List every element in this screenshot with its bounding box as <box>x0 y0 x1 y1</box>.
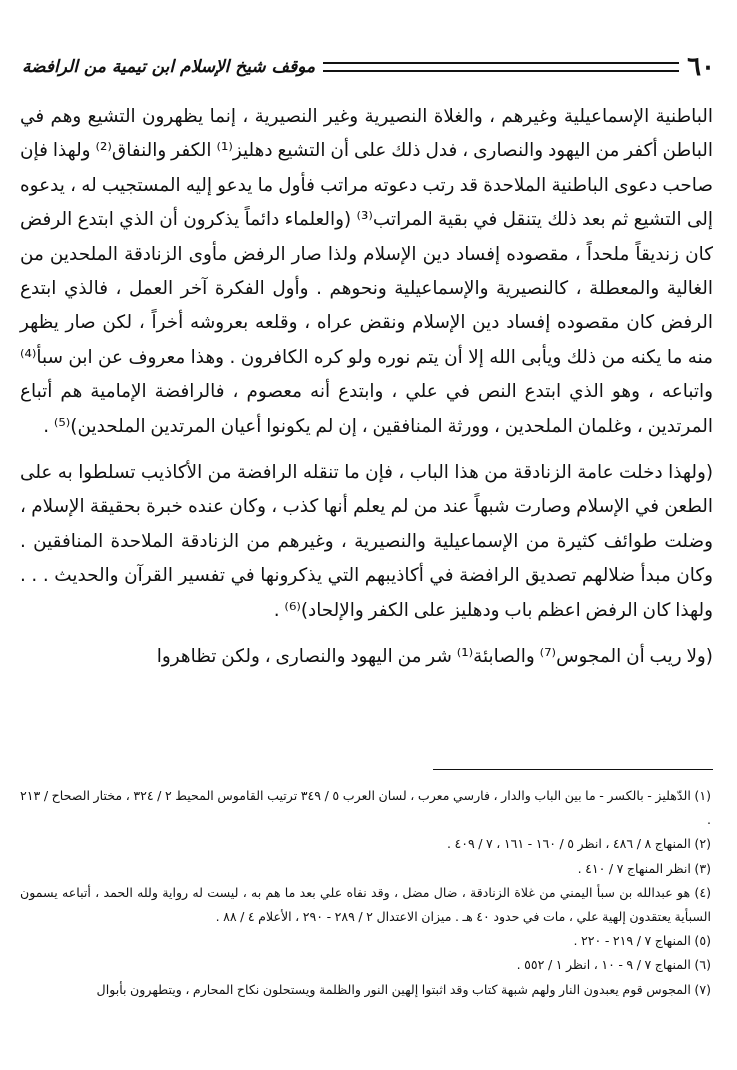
footnote: (٧) المجوس قوم يعبدون النار ولهم شبهة كتاب وقد اثبتوا إلهين النور والظلمة ويستحلون نكاح المحارم ، ويتطهرون بأبوال <box>96 981 711 997</box>
running-title: موقف شيخ الإسلام ابن تيمية من الرافضة <box>22 57 316 77</box>
page-number: ٦٠ <box>687 52 715 82</box>
footnote: (٥) المنهاج ٧ / ٢١٩ - ٢٢٠ . <box>573 933 711 949</box>
main-text <box>20 100 713 675</box>
footnote-separator <box>433 769 713 770</box>
footnote: (٤) هو عبدالله بن سبأ اليمني من غلاة الزنادقة ، ضال مضل ، وقد نفاه علي بعد ما هم به ، ليست له رواية ولله الحمد ، أتباعه يسمون السبأية يعتقدون إلهية علي ، مات في حدود ٤٠ هـ . ميزان الاعتدال ٢ / ٢٨٩ - ٢٩٠ ، الأعلام ٤ / ٨٨ . <box>20 884 711 925</box>
footnote: (٢) المنهاج ٨ / ٤٨٦ ، انظر ٥ / ١٦٠ - ١٦١ ، ٧ / ٤٠٩ . <box>446 836 711 852</box>
footnote: (٦) المنهاج ٧ / ٩ - ١٠ ، انظر ١ / ٥٥٢ . <box>516 957 711 973</box>
paragraph: (ولا ريب أن المجوس⁽⁷⁾ والصابئة⁽¹⁾ شر من اليهود والنصارى ، ولكن تظاهروا <box>156 646 713 668</box>
page-header <box>22 54 715 80</box>
footnote: (٣) انظر المنهاج ٧ / ٤١٠ . <box>577 860 711 876</box>
paragraph: الباطنية الإسماعيلية وغيرهم ، والغلاة النصيرية وغير النصيرية ، إنما يظهرون التشيع وهم في الباطن أكفر من اليهود والنصارى ، فدل ذلك على أن التشيع دهليز⁽¹⁾ الكفر والنفاق⁽²⁾ ولهذا فإن صاحب دعوى الباطنية الملاحدة قد رتب دعوته مراتب فأول ما يدعو إليه المستجيب له ، يدعوه إلى التشيع ثم بعد ذلك يتنقل في بقية المراتب⁽³⁾ (والعلماء دائماً يذكرون أن الذي ابتدع الرفض كان زنديقاً ملحداً ، مقصوده إفساد دين الإسلام ولذا صار الرفض مأوى الزنادقة الملحدين من الغالية والمعطلة ، كالنصيرية والإسماعيلية ونحوهم . وأول الفكرة آخر العمل ، فالذي ابتدع الرفض كان مقصوده إفساد دين الإسلام ونقض عراه ، وقلعه بعروشه أخراً ، لكن صار يظهر منه ما يكنه من ذلك ويأبى الله إلا أن يتم نوره ولو كره الكافرون . وهذا معروف عن ابن سبأ⁽⁴⁾ واتباعه ، وهو الذي ابتدع النص في علي ، وابتدع أنه معصوم ، فالرافضة الإمامية هم أتباع المرتدين ، وغلمان الملحدين ، وورثة المنافقين ، إن لم يكونوا أعيان المرتدين الملحدين)⁽⁵⁾ . <box>20 106 713 437</box>
paragraph: (ولهذا دخلت عامة الزنادقة من هذا الباب ، فإن ما تنقله الرافضة من الأكاذيب تسلطوا به على الطعن في الإسلام وصارت شبهاً عند من لم يعلم أنها كذب ، وكان عنده خبرة بحقيقة الإسلام ، وضلت طوائف كثيرة من الإسماعيلية والنصيرية ، وغيرهم من الزنادقة الملاحدة المنافقين . وكان مبدأ ضلالهم تصديق الرافضة في أكاذيبهم التي يذكرونها في تفسير القرآن والحديث . . . ولهذا كان الرفض اعظم باب ودهليز على الكفر والإلحاد)⁽⁶⁾ . <box>20 462 713 621</box>
header-rule <box>323 62 679 72</box>
footnote: (١) الدّهليز - بالكسر - ما بين الباب والدار ، فارسي معرب ، لسان العرب ٥ / ٣٤٩ ترتيب القاموس المحيط ٢ / ٣٢٤ ، مختار الصحاح / ٢١٣ . <box>20 788 712 828</box>
footnotes <box>20 784 711 1002</box>
